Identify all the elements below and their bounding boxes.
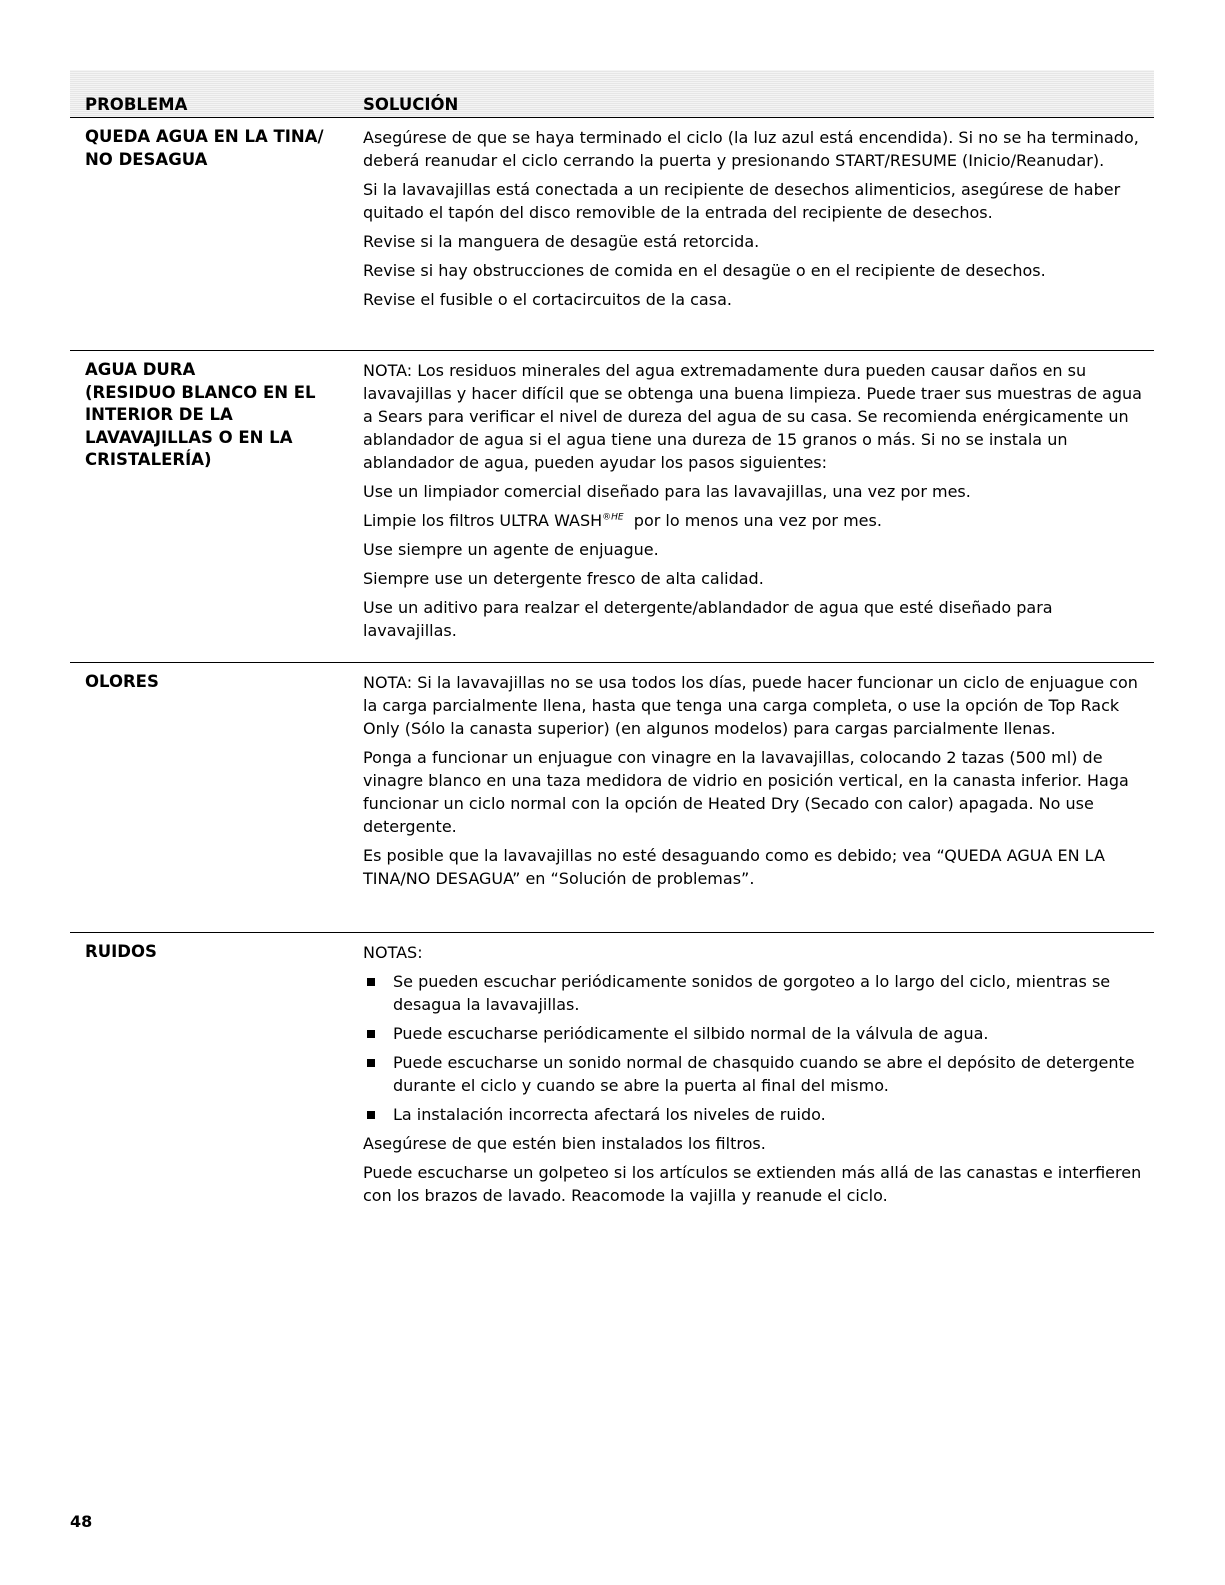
square-bullet-icon [367, 978, 375, 986]
solution-text: Use un aditivo para realzar el detergente/ablandador de agua que esté diseñado para lavavajillas. [363, 598, 1053, 640]
header-solution: SOLUCIÓN [363, 95, 459, 114]
he-mark: HE [611, 512, 624, 523]
square-bullet-icon [367, 1059, 375, 1067]
list-item-text: La instalación incorrecta afectará los niveles de ruido. [393, 1105, 826, 1124]
solution-cell [360, 126, 1154, 350]
header-problem: PROBLEMA [85, 95, 188, 114]
solution-text: Asegúrese de que estén bien instalados los filtros. [363, 1134, 766, 1153]
problem-cell: AGUA DURA (RESIDUO BLANCO EN EL INTERIOR DE LA LAVAVAJILLAS O EN LA CRISTALERÍA) [85, 360, 316, 469]
solution-text: Si la lavavajillas está conectada a un recipiente de desechos alimenticios, asegúrese de haber quitado el tapón del disco removible de la entrada del recipiente de desechos. [363, 180, 1121, 222]
solution-text: Puede escucharse un golpeteo si los artículos se extienden más allá de las canastas e interfieren con los brazos de lavado. Reacomode la vajilla y reanude el ciclo. [363, 1163, 1142, 1205]
problem-cell: QUEDA AGUA EN LA TINA/ NO DESAGUA [85, 127, 324, 169]
notes-label: NOTAS: [363, 943, 423, 962]
problem-cell: OLORES [85, 672, 159, 691]
troubleshooting-table [70, 70, 1154, 1213]
solution-text: Ponga a funcionar un enjuague con vinagre en la lavavajillas, colocando 2 tazas (500 ml) de vinagre blanco en una taza medidora de vidrio en posición vertical, en la canasta inferior. Haga funcionar un ciclo normal con la opción de Heated Dry (Secado con calor) apagada. No use detergente. [363, 748, 1129, 836]
solution-text: Use un limpiador comercial diseñado para las lavavajillas, una vez por mes. [363, 482, 971, 501]
list-item [363, 1022, 1148, 1045]
list-item-text: Puede escucharse periódicamente el silbido normal de la válvula de agua. [393, 1024, 989, 1043]
table-header [70, 70, 1154, 118]
problem-cell: RUIDOS [85, 942, 157, 961]
page-number: 48 [70, 1512, 93, 1531]
solution-cell [360, 359, 1154, 662]
filter-line [363, 509, 1148, 532]
table-row [70, 663, 1154, 933]
list-item [363, 970, 1148, 1016]
table-row [70, 351, 1154, 663]
solution-text: Use siempre un agente de enjuague. [363, 540, 659, 559]
solution-text: Revise si la manguera de desagüe está retorcida. [363, 232, 760, 251]
list-item [363, 1103, 1148, 1126]
list-item-text: Puede escucharse un sonido normal de chasquido cuando se abre el depósito de detergente durante el ciclo y cuando se abre la puerta al final del mismo. [393, 1053, 1135, 1095]
solution-text: Revise el fusible o el cortacircuitos de la casa. [363, 290, 732, 309]
table-row [70, 933, 1154, 1213]
square-bullet-icon [367, 1030, 375, 1038]
table-row [70, 118, 1154, 351]
filter-line-start: Limpie los filtros ULTRA WASH [363, 511, 603, 530]
filter-line-end: por lo menos una vez por mes. [623, 511, 882, 530]
solution-text: Es posible que la lavavajillas no esté desaguando como es debido; vea “QUEDA AGUA EN LA TINA/NO DESAGUA” en “Solución de problemas”. [363, 846, 1105, 888]
solution-text: Revise si hay obstrucciones de comida en el desagüe o en el recipiente de desechos. [363, 261, 1046, 280]
registered-mark: ® [602, 512, 612, 523]
solution-cell [360, 941, 1154, 1213]
solution-cell [360, 671, 1154, 932]
solution-text: Siempre use un detergente fresco de alta calidad. [363, 569, 764, 588]
solution-text: Asegúrese de que se haya terminado el ciclo (la luz azul está encendida). Si no se ha terminado, deberá reanudar el ciclo cerrando la puerta y presionando START/RESUME (Inicio/Reanudar). [363, 128, 1139, 170]
notes-list [363, 970, 1148, 1126]
square-bullet-icon [367, 1111, 375, 1119]
solution-text: NOTA: Si la lavavajillas no se usa todos los días, puede hacer funcionar un ciclo de enjuague con la carga parcialmente llena, hasta que tenga una carga completa, o use la opción de Top Rack Only (Sólo la canasta superior) (en algunos modelos) para cargas parcialmente llenas. [363, 673, 1138, 738]
solution-text: NOTA: Los residuos minerales del agua extremadamente dura pueden causar daños en su lavavajillas y hacer difícil que se obtenga una buena limpieza. Puede traer sus muestras de agua a Sears para verificar el nivel de dureza del agua de su casa. Se recomienda enérgicamente un ablandador de agua si el agua tiene una dureza de 15 granos o más. Si no se instala un ablandador de agua, pueden ayudar los pasos siguientes: [363, 361, 1142, 472]
list-item [363, 1051, 1148, 1097]
list-item-text: Se pueden escuchar periódicamente sonidos de gorgoteo a lo largo del ciclo, mientras se desagua la lavavajillas. [393, 972, 1111, 1014]
